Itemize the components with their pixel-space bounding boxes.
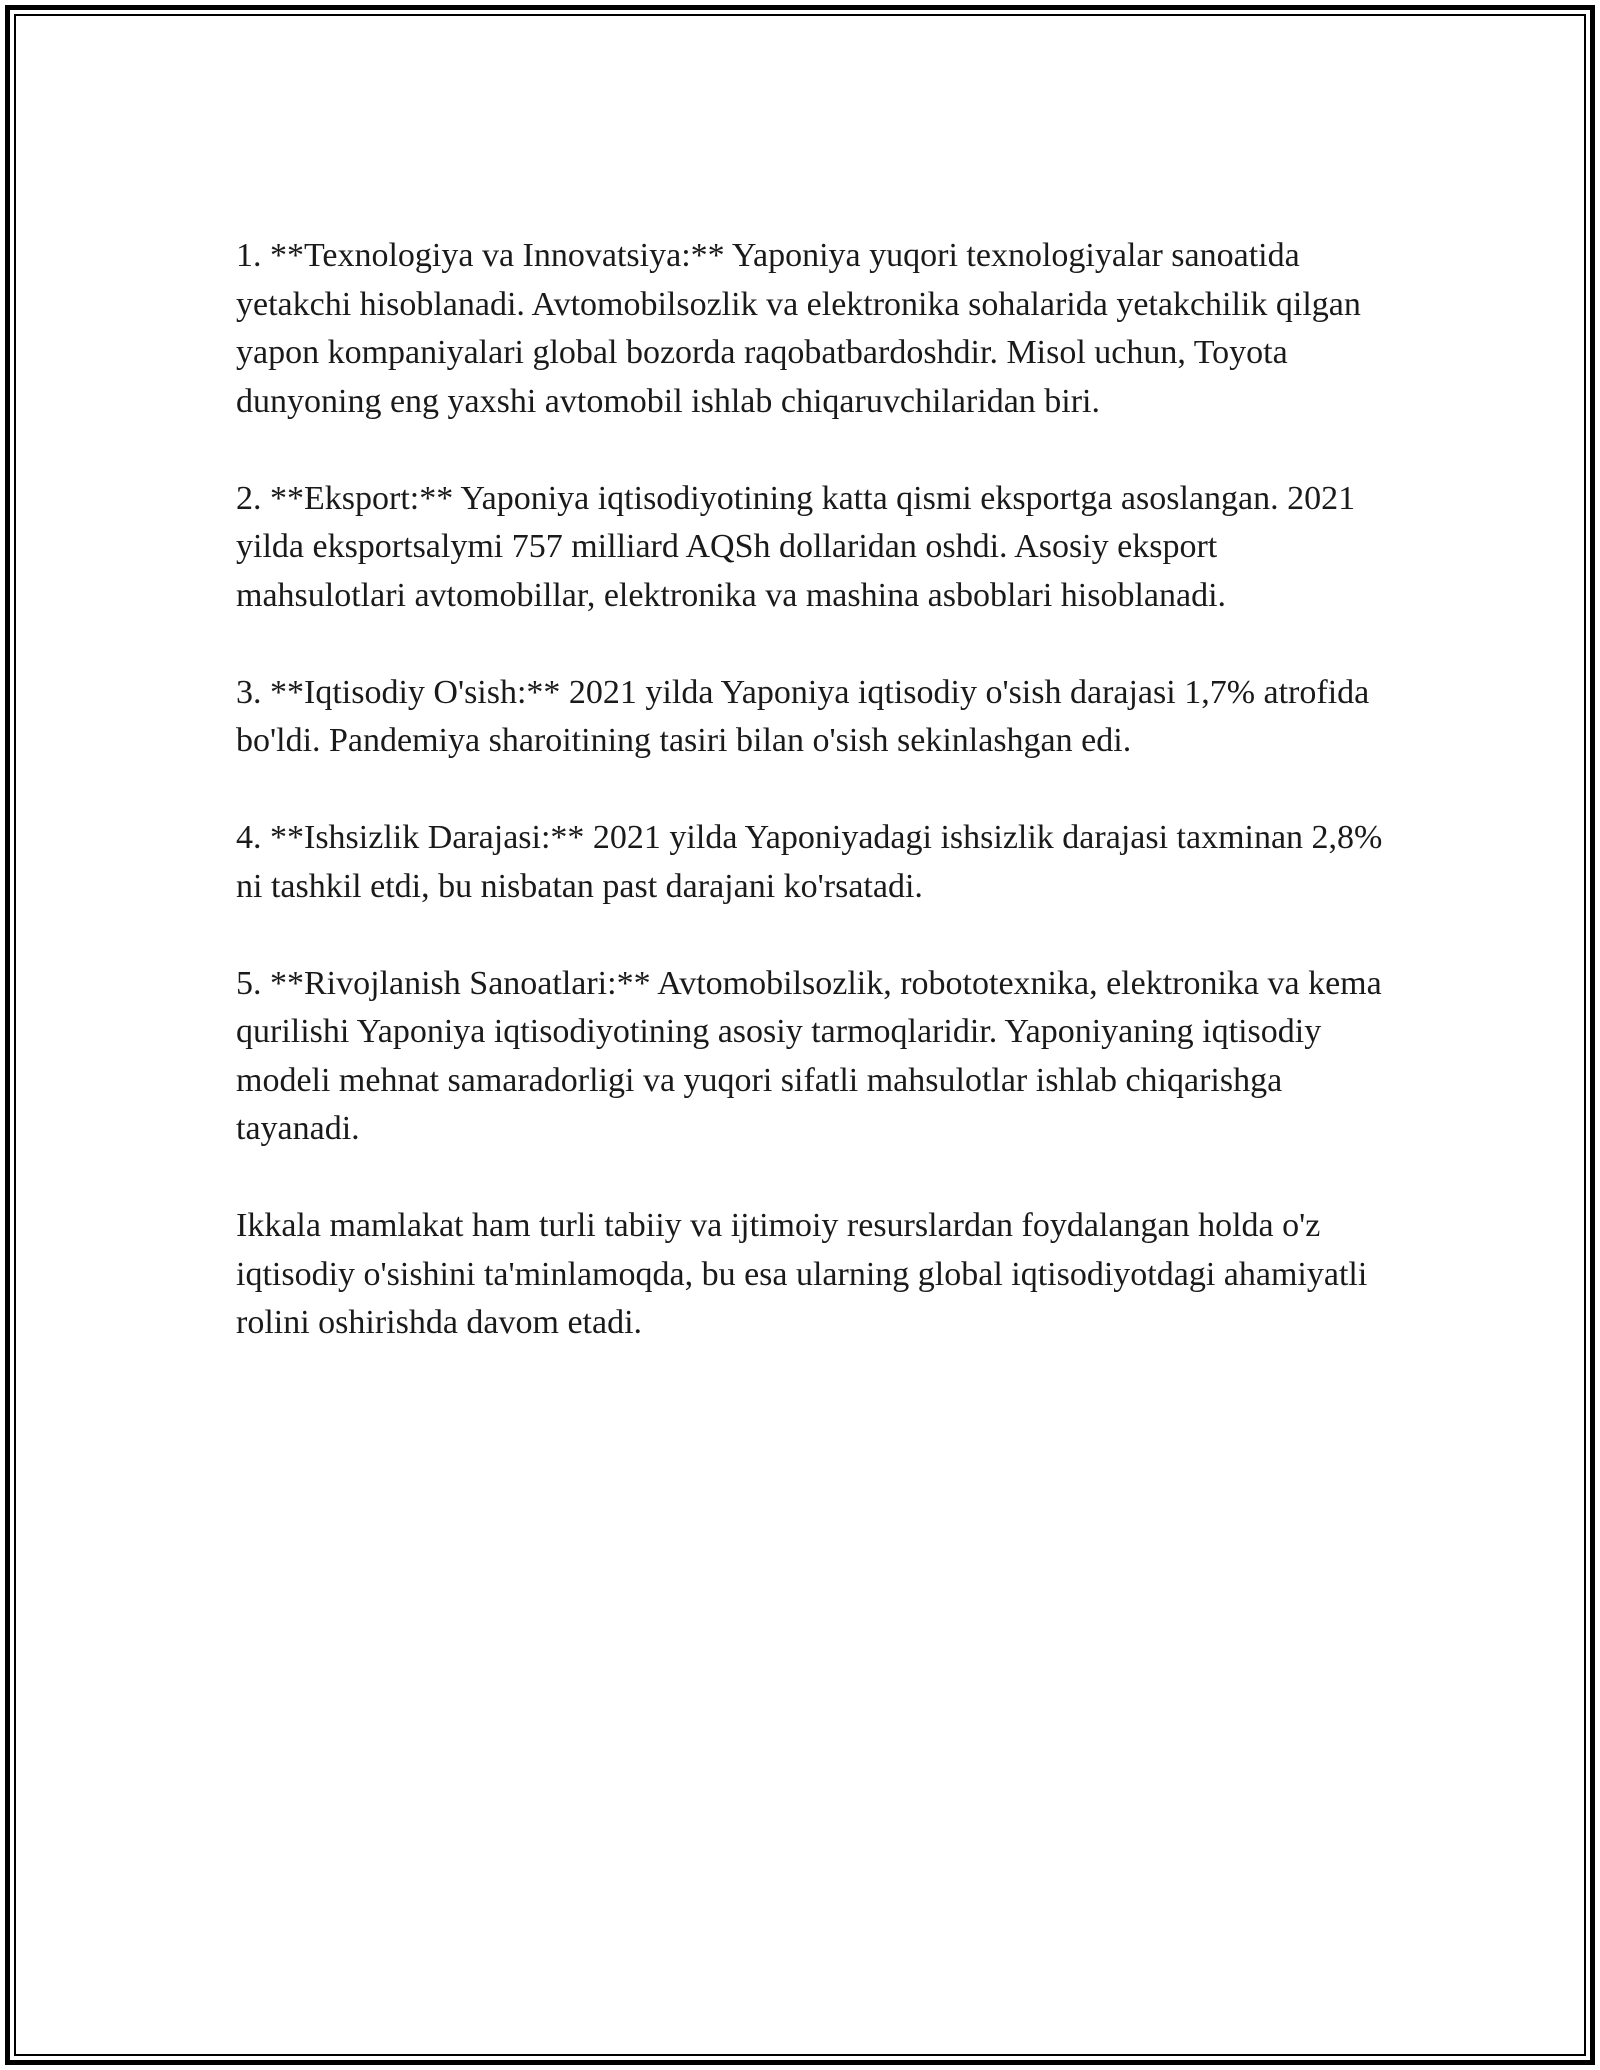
paragraph-unemployment: 4. **Ishsizlik Darajasi:** 2021 yilda Yaponiyadagi ishsizlik darajasi taxminan 2,8% ni tashkil etdi, bu nisbatan past darajani ko'rsatadi.: [236, 819, 1383, 905]
paragraph-conclusion: Ikkala mamlakat ham turli tabiiy va ijtimoiy resurslardan foydalangan holda o'z iqtisodiy o'sishini ta'minlamoqda, bu esa ularning global iqtisodiyotdagi ahamiyatli rolini oshirishda davom etadi.: [236, 1207, 1368, 1341]
paragraph-economic-growth: 3. **Iqtisodiy O'sish:** 2021 yilda Yaponiya iqtisodiy o'sish darajasi 1,7% atrofida bo'ldi. Pandemiya sharoitining tasiri bilan o'sish sekinlashgan edi.: [236, 673, 1370, 759]
paragraph-industries: 5. **Rivojlanish Sanoatlari:** Avtomobilsozlik, robototexnika, elektronika va kema qurilishi Yaponiya iqtisodiyotining asosiy tarmoqlaridir. Yaponiyaning iqtisodiy modeli mehnat samaradorligi va yuqori sifatli mahsulotlar ishlab chiqarishga tayanadi.: [236, 964, 1382, 1147]
document-body: [236, 232, 1386, 1396]
paragraph-technology: 1. **Texnologiya va Innovatsiya:** Yaponiya yuqori texnologiyalar sanoatida yetakchi hisoblanadi. Avtomobilsozlik va elektronika sohalarida yetakchilik qilgan yapon kompaniyalari global bozorda raqobatbardoshdir. Misol uchun, Toyota dunyoning eng yaxshi avtomobil ishlab chiqaruvchilaridan biri.: [236, 237, 1361, 420]
paragraph-export: 2. **Eksport:** Yaponiya iqtisodiyotining katta qismi eksportga asoslangan. 2021 yilda eksportsalymi 757 milliard AQSh dollaridan oshdi. Asosiy eksport mahsulotlari avtomobillar, elektronika va mashina asboblari hisoblanadi.: [236, 479, 1356, 614]
